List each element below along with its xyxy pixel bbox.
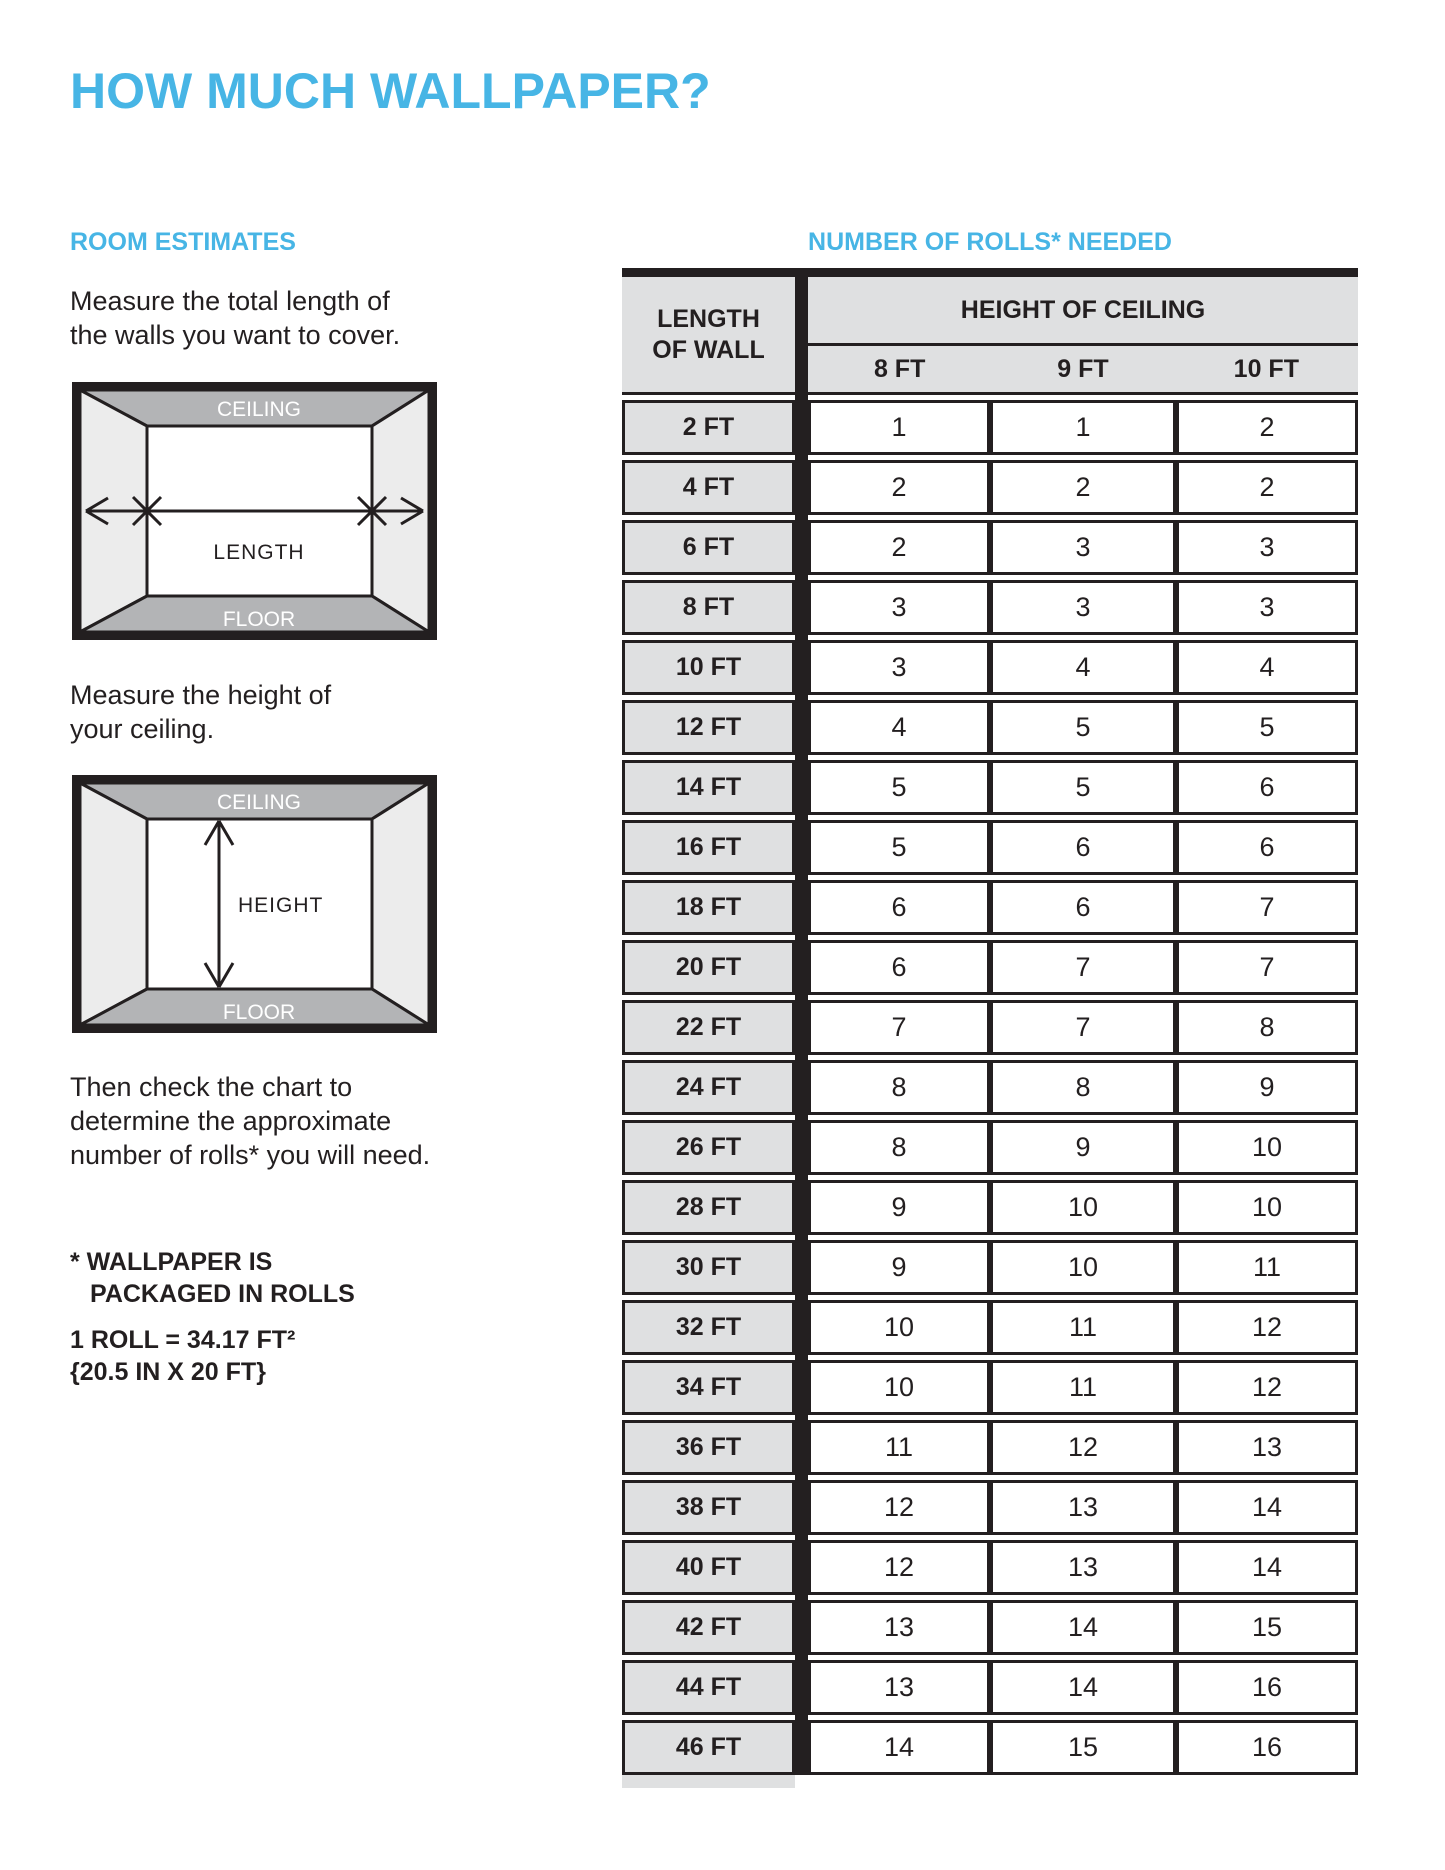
roll-size-line: 1 ROLL = 34.17 FT² xyxy=(70,1326,296,1354)
roll-count-cell: 12 xyxy=(1176,1300,1358,1355)
roll-count-cell: 5 xyxy=(990,700,1176,755)
roll-count-cell: 8 xyxy=(990,1060,1176,1115)
roll-count-cell: 9 xyxy=(808,1180,990,1235)
roll-count-cell: 3 xyxy=(1176,520,1358,575)
roll-count-cell: 7 xyxy=(990,1000,1176,1055)
roll-count-cell: 10 xyxy=(1176,1180,1358,1235)
row-label: 42 FT xyxy=(622,1600,795,1655)
row-label: 16 FT xyxy=(622,820,795,875)
roll-count-cell: 6 xyxy=(808,880,990,935)
roll-count-cell: 7 xyxy=(990,940,1176,995)
column-header-10ft: 10 FT xyxy=(1233,354,1299,383)
roll-count-cell: 2 xyxy=(808,460,990,515)
row-label: 44 FT xyxy=(622,1660,795,1715)
roll-count-cell: 14 xyxy=(990,1600,1176,1655)
row-label: 14 FT xyxy=(622,760,795,815)
roll-count-cell: 2 xyxy=(1176,400,1358,455)
roll-count-cell: 11 xyxy=(990,1300,1176,1355)
roll-count-cell: 4 xyxy=(990,640,1176,695)
row-label: 8 FT xyxy=(622,580,795,635)
roll-count-cell: 13 xyxy=(990,1480,1176,1535)
table-column-divider xyxy=(795,277,808,1775)
row-label: 4 FT xyxy=(622,460,795,515)
roll-count-cell: 6 xyxy=(990,820,1176,875)
roll-count-cell: 5 xyxy=(1176,700,1358,755)
column-header-9ft: 9 FT xyxy=(1057,354,1109,383)
row-label: 46 FT xyxy=(622,1720,795,1775)
row-label: 6 FT xyxy=(622,520,795,575)
roll-count-cell: 10 xyxy=(808,1300,990,1355)
roll-count-cell: 16 xyxy=(1176,1720,1358,1775)
floor-label: FLOOR xyxy=(222,1001,296,1024)
row-label: 2 FT xyxy=(622,400,795,455)
roll-count-cell: 10 xyxy=(1176,1120,1358,1175)
roll-count-cell: 15 xyxy=(990,1720,1176,1775)
rolls-table xyxy=(622,268,1358,1788)
roll-count-cell: 10 xyxy=(990,1180,1176,1235)
instruction-chart xyxy=(70,1070,430,1172)
instruction-line: Then check the chart to xyxy=(70,1072,353,1102)
instruction-line: the walls you want to cover. xyxy=(70,320,401,350)
room-length-diagram xyxy=(72,382,437,640)
length-of-wall-header xyxy=(622,277,795,395)
row-label: 28 FT xyxy=(622,1180,795,1235)
roll-count-cell: 6 xyxy=(1176,760,1358,815)
roll-count-cell: 14 xyxy=(990,1660,1176,1715)
roll-count-cell: 8 xyxy=(1176,1000,1358,1055)
roll-count-cell: 3 xyxy=(1176,580,1358,635)
roll-count-cell: 8 xyxy=(808,1120,990,1175)
roll-count-cell: 14 xyxy=(808,1720,990,1775)
row-label: 18 FT xyxy=(622,880,795,935)
roll-count-cell: 15 xyxy=(1176,1600,1358,1655)
roll-count-cell: 2 xyxy=(1176,460,1358,515)
length-dimension-label: LENGTH xyxy=(213,541,305,564)
rolls-grid xyxy=(622,277,1358,1775)
left-column-bottom-strip xyxy=(622,1775,795,1788)
row-label: 20 FT xyxy=(622,940,795,995)
roll-count-cell: 3 xyxy=(808,640,990,695)
instruction-height xyxy=(70,678,331,746)
roll-count-cell: 13 xyxy=(808,1660,990,1715)
header-line: LENGTH xyxy=(657,304,760,333)
row-label: 36 FT xyxy=(622,1420,795,1475)
wallpaper-rolls-footnote xyxy=(70,1246,355,1310)
roll-count-cell: 2 xyxy=(990,460,1176,515)
roll-count-cell: 9 xyxy=(990,1120,1176,1175)
roll-count-cell: 6 xyxy=(808,940,990,995)
right-wall-panel xyxy=(372,783,429,1025)
column-header-8ft: 8 FT xyxy=(873,354,926,383)
roll-count-cell: 2 xyxy=(808,520,990,575)
footnote-line: PACKAGED IN ROLLS xyxy=(90,1280,355,1308)
roll-count-cell: 3 xyxy=(990,580,1176,635)
roll-count-cell: 13 xyxy=(808,1600,990,1655)
roll-count-cell: 7 xyxy=(808,1000,990,1055)
row-label: 26 FT xyxy=(622,1120,795,1175)
roll-count-cell: 12 xyxy=(808,1480,990,1535)
instruction-line: your ceiling. xyxy=(70,714,215,744)
height-of-ceiling-title: HEIGHT OF CEILING xyxy=(960,295,1206,324)
row-label: 40 FT xyxy=(622,1540,795,1595)
roll-count-cell: 1 xyxy=(808,400,990,455)
row-label: 12 FT xyxy=(622,700,795,755)
ceiling-height-columns xyxy=(808,346,1358,392)
roll-count-cell: 8 xyxy=(808,1060,990,1115)
instruction-line: determine the approximate xyxy=(70,1106,392,1136)
row-label: 22 FT xyxy=(622,1000,795,1055)
row-label: 32 FT xyxy=(622,1300,795,1355)
roll-count-cell: 5 xyxy=(808,760,990,815)
instruction-line: Measure the height of xyxy=(70,680,332,710)
roll-count-cell: 11 xyxy=(808,1420,990,1475)
roll-count-cell: 6 xyxy=(990,880,1176,935)
roll-count-cell: 12 xyxy=(1176,1360,1358,1415)
roll-count-cell: 7 xyxy=(1176,940,1358,995)
instruction-length xyxy=(70,284,400,352)
roll-count-cell: 9 xyxy=(808,1240,990,1295)
roll-count-cell: 14 xyxy=(1176,1480,1358,1535)
roll-count-cell: 13 xyxy=(1176,1420,1358,1475)
roll-count-cell: 5 xyxy=(990,760,1176,815)
roll-count-cell: 14 xyxy=(1176,1540,1358,1595)
row-label: 38 FT xyxy=(622,1480,795,1535)
left-wall-panel xyxy=(80,783,147,1025)
rolls-needed-heading: NUMBER OF ROLLS* NEEDED xyxy=(808,228,1172,256)
row-label: 30 FT xyxy=(622,1240,795,1295)
footnote-line: * WALLPAPER IS xyxy=(70,1248,273,1276)
roll-count-cell: 4 xyxy=(1176,640,1358,695)
roll-count-cell: 3 xyxy=(808,580,990,635)
header-line: OF WALL xyxy=(652,335,765,364)
instruction-line: number of rolls* you will need. xyxy=(70,1140,431,1170)
roll-count-cell: 3 xyxy=(990,520,1176,575)
roll-count-cell: 9 xyxy=(1176,1060,1358,1115)
roll-count-cell: 1 xyxy=(990,400,1176,455)
roll-count-cell: 11 xyxy=(1176,1240,1358,1295)
roll-count-cell: 6 xyxy=(1176,820,1358,875)
roll-count-cell: 10 xyxy=(990,1240,1176,1295)
height-dimension-label: HEIGHT xyxy=(238,894,324,917)
room-estimates-heading: ROOM ESTIMATES xyxy=(70,228,296,256)
roll-count-cell: 5 xyxy=(808,820,990,875)
row-label: 24 FT xyxy=(622,1060,795,1115)
instruction-line: Measure the total length of xyxy=(70,286,390,316)
roll-size-info xyxy=(70,1324,295,1388)
row-label: 10 FT xyxy=(622,640,795,695)
roll-count-cell: 16 xyxy=(1176,1660,1358,1715)
page-title: HOW MUCH WALLPAPER? xyxy=(70,63,711,119)
room-height-diagram xyxy=(72,775,437,1033)
floor-label: FLOOR xyxy=(222,608,296,631)
roll-count-cell: 7 xyxy=(1176,880,1358,935)
height-of-ceiling-header xyxy=(808,277,1358,395)
roll-count-cell: 12 xyxy=(808,1540,990,1595)
roll-count-cell: 10 xyxy=(808,1360,990,1415)
roll-count-cell: 12 xyxy=(990,1420,1176,1475)
row-label: 34 FT xyxy=(622,1360,795,1415)
ceiling-label: CEILING xyxy=(216,791,302,814)
roll-count-cell: 11 xyxy=(990,1360,1176,1415)
table-top-bar xyxy=(622,268,1358,277)
roll-size-line: {20.5 IN X 20 FT} xyxy=(70,1358,266,1386)
roll-count-cell: 4 xyxy=(808,700,990,755)
ceiling-label: CEILING xyxy=(216,398,302,421)
roll-count-cell: 13 xyxy=(990,1540,1176,1595)
